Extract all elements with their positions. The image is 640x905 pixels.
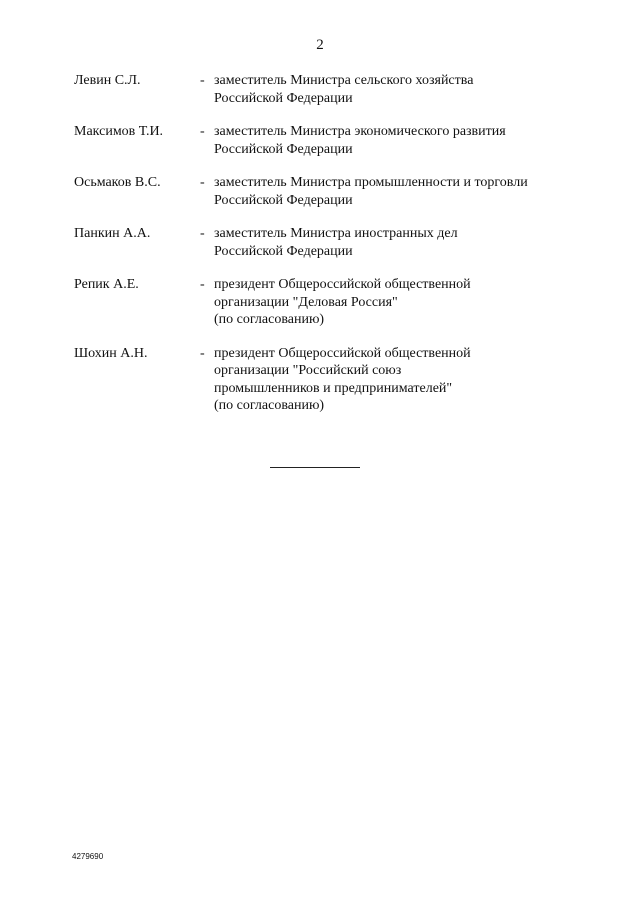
member-name: Шохин А.Н. bbox=[74, 345, 148, 361]
role-line: заместитель Министра сельского хозяйства bbox=[214, 73, 474, 88]
member-row bbox=[74, 72, 574, 107]
member-role bbox=[214, 345, 574, 415]
page-number: 2 bbox=[316, 37, 324, 53]
role-line: президент Общероссийской общественной bbox=[214, 345, 471, 361]
member-role bbox=[214, 123, 574, 158]
member-row bbox=[74, 123, 574, 158]
member-row bbox=[74, 174, 574, 209]
member-name: Максимов Т.И. bbox=[74, 124, 164, 139]
role-line: (по согласованию) bbox=[214, 312, 325, 327]
member-dash: - bbox=[200, 277, 205, 292]
member-dash: - bbox=[200, 124, 205, 139]
member-name: Панкин А.А. bbox=[74, 226, 151, 241]
member-name: Репик А.Е. bbox=[74, 277, 139, 292]
member-dash: - bbox=[200, 175, 205, 190]
role-line: Российской Федерации bbox=[214, 90, 353, 106]
member-row bbox=[74, 225, 574, 260]
role-line: (по согласованию) bbox=[214, 398, 325, 413]
member-role bbox=[214, 72, 574, 107]
member-row bbox=[74, 276, 574, 329]
role-line: Российской Федерации bbox=[214, 243, 353, 259]
member-dash: - bbox=[200, 226, 205, 241]
role-line: заместитель Министра экономического развития bbox=[214, 124, 506, 139]
role-line: Российской Федерации bbox=[214, 192, 353, 208]
member-dash: - bbox=[200, 73, 205, 88]
role-line: президент Общероссийской общественной bbox=[214, 277, 471, 292]
member-role bbox=[214, 174, 574, 209]
member-role bbox=[214, 276, 574, 329]
document-code: 4279690 bbox=[72, 852, 104, 861]
role-line: Российской Федерации bbox=[214, 141, 353, 157]
members-list bbox=[74, 72, 574, 431]
role-line: организации "Деловая Россия" bbox=[214, 294, 398, 310]
role-line: организации "Российский союз bbox=[214, 363, 402, 378]
end-separator-line bbox=[270, 467, 360, 468]
member-role bbox=[214, 225, 574, 260]
role-line: промышленников и предпринимателей" bbox=[214, 380, 453, 396]
role-line: заместитель Министра иностранных дел bbox=[214, 226, 458, 241]
role-line: заместитель Министра промышленности и торговли bbox=[214, 175, 528, 190]
member-name: Левин С.Л. bbox=[74, 73, 141, 88]
member-dash: - bbox=[200, 345, 205, 361]
member-row bbox=[74, 345, 574, 415]
member-name: Осьмаков В.С. bbox=[74, 175, 161, 190]
